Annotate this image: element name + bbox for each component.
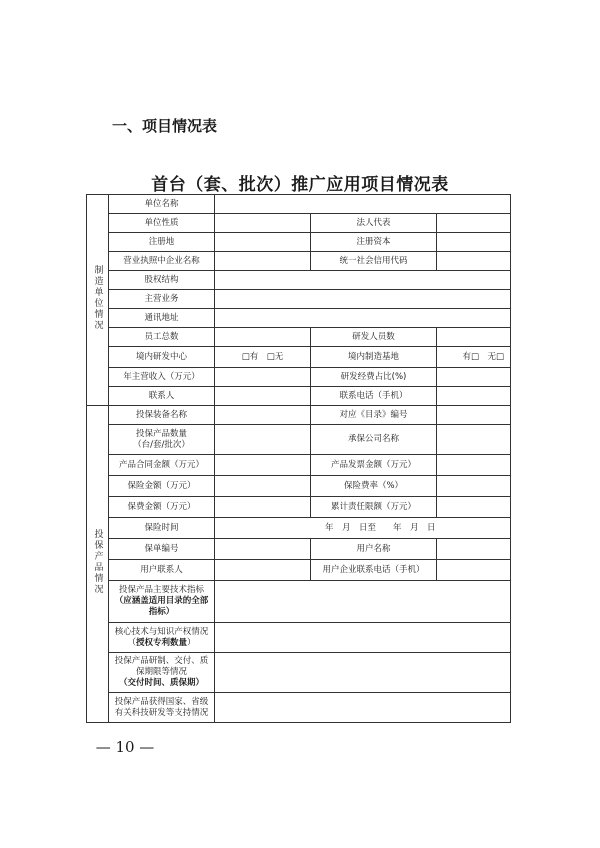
value-insured-quantity[interactable]	[215, 425, 311, 455]
value-main-business[interactable]	[215, 290, 511, 309]
table-row	[87, 623, 511, 653]
value-policy-number[interactable]	[215, 539, 311, 560]
table-row	[87, 368, 511, 387]
value-mailing-address[interactable]	[215, 309, 511, 328]
label-support: 投保产品获得国家、省级有关科技研发等支持情况	[109, 693, 215, 723]
value-legal-rep[interactable]	[437, 214, 511, 233]
checkbox-domestic-mfg-base[interactable]: 有□ 无□	[437, 347, 511, 368]
label-ip-part2: 授权专利数量	[135, 637, 187, 648]
label-insurance-period: 保险时间	[109, 518, 215, 539]
product-group-label	[87, 406, 109, 723]
label-insured-quantity	[109, 425, 215, 455]
value-catalog-number[interactable]	[437, 406, 511, 425]
label-credit-code: 统一社会信用代码	[311, 252, 437, 271]
label-insurer-name: 承保公司名称	[311, 425, 437, 455]
manufacturer-group-label	[87, 195, 109, 406]
value-business-license-name[interactable]	[215, 252, 311, 271]
value-insured-amount[interactable]	[215, 476, 311, 497]
label-invoice-amount: 产品发票金额（万元）	[311, 455, 437, 476]
table-row	[87, 309, 511, 328]
label-premium-amount: 保费金额（万元）	[109, 497, 215, 518]
label-dev	[109, 653, 215, 693]
label-user-phone: 用户企业联系电话（手机）	[311, 560, 437, 581]
value-insurance-period[interactable]: 年 月 日至 年 月 日	[215, 518, 511, 539]
value-rd-staff[interactable]	[437, 328, 511, 347]
label-annual-revenue: 年主营收入（万元）	[109, 368, 215, 387]
value-contact-phone[interactable]	[437, 387, 511, 406]
value-reg-address[interactable]	[215, 233, 311, 252]
project-info-table	[86, 194, 511, 723]
form-title: 首台（套、批次）推广应用项目情况表	[151, 175, 449, 195]
value-reg-capital[interactable]	[437, 233, 511, 252]
value-annual-revenue[interactable]	[215, 368, 311, 387]
table-row	[87, 328, 511, 347]
table-row	[87, 406, 511, 425]
value-unit-nature[interactable]	[215, 214, 311, 233]
table-row	[87, 195, 511, 214]
label-total-staff: 员工总数	[109, 328, 215, 347]
label-tech-index	[109, 581, 215, 623]
checkbox-domestic-rd-center[interactable]: □有 □无	[215, 347, 311, 368]
label-reg-capital: 注册资本	[311, 233, 437, 252]
label-mailing-address: 通讯地址	[109, 309, 215, 328]
value-credit-code[interactable]	[437, 252, 511, 271]
label-ip-part3: ）	[187, 637, 196, 648]
value-premium-rate[interactable]	[437, 476, 511, 497]
label-legal-rep: 法人代表	[311, 214, 437, 233]
label-liability-limit: 累计责任限额（万元）	[311, 497, 437, 518]
label-policy-number: 保单编号	[109, 539, 215, 560]
value-premium-amount[interactable]	[215, 497, 311, 518]
value-tech-index[interactable]	[215, 581, 511, 623]
label-unit-name: 单位名称	[109, 195, 215, 214]
label-rd-ratio: 研发经费占比(%)	[311, 368, 437, 387]
label-ip	[109, 623, 215, 653]
label-domestic-mfg-base: 境内制造基地	[311, 347, 437, 368]
manufacturer-group-text: 制造单位情况	[92, 265, 103, 331]
label-insured-quantity-line1: 投保产品数量	[135, 428, 187, 439]
table-row	[87, 560, 511, 581]
label-domestic-rd-center: 境内研发中心	[109, 347, 215, 368]
table-row	[87, 214, 511, 233]
label-business-license-name: 营业执照中企业名称	[109, 252, 215, 271]
label-insured-amount: 保险金额（万元）	[109, 476, 215, 497]
table-row	[87, 347, 511, 368]
table-row	[87, 425, 511, 455]
value-unit-name[interactable]	[215, 195, 511, 214]
table-row	[87, 387, 511, 406]
label-user-contact: 用户联系人	[109, 560, 215, 581]
label-dev-line2: （交付时间、质保期）	[118, 678, 204, 688]
label-contract-amount: 产品合同金额（万元）	[109, 455, 215, 476]
table-row	[87, 290, 511, 309]
label-rd-staff: 研发人员数	[311, 328, 437, 347]
section-heading: 一、项目情况表	[112, 117, 218, 135]
page-number: — 10 —	[95, 738, 155, 756]
product-group-text: 投保产品情况	[92, 529, 103, 595]
value-dev[interactable]	[215, 653, 511, 693]
table-row	[87, 518, 511, 539]
value-rd-ratio[interactable]	[437, 368, 511, 387]
label-main-business: 主营业务	[109, 290, 215, 309]
table-row	[87, 271, 511, 290]
label-premium-rate: 保险费率（%）	[311, 476, 437, 497]
label-unit-nature: 单位性质	[109, 214, 215, 233]
label-user-name: 用户名称	[311, 539, 437, 560]
label-insured-equipment-name: 投保装备名称	[109, 406, 215, 425]
label-dev-line1: 投保产品研制、交付、质保期限等情况	[114, 656, 209, 677]
value-invoice-amount[interactable]	[437, 455, 511, 476]
table-row	[87, 497, 511, 518]
label-equity-structure: 股权结构	[109, 271, 215, 290]
table-row	[87, 455, 511, 476]
table-row	[87, 653, 511, 693]
table-row	[87, 476, 511, 497]
value-user-phone[interactable]	[437, 560, 511, 581]
value-equity-structure[interactable]	[215, 271, 511, 290]
value-ip[interactable]	[215, 623, 511, 653]
value-liability-limit[interactable]	[437, 497, 511, 518]
value-insured-equipment-name[interactable]	[215, 406, 311, 425]
value-contract-amount[interactable]	[215, 455, 311, 476]
label-ip-part1: 核心技术与知识产权情况（	[114, 626, 209, 648]
value-user-name[interactable]	[437, 539, 511, 560]
value-contact[interactable]	[215, 387, 311, 406]
table-row	[87, 233, 511, 252]
label-contact-phone: 联系电话（手机）	[311, 387, 437, 406]
label-tech-index-line1: 投保产品主要技术指标	[118, 585, 204, 595]
label-tech-index-line2: （应涵盖适用目录的全部指标）	[114, 596, 209, 617]
table-row	[87, 539, 511, 560]
label-catalog-number: 对应《目录》编号	[311, 406, 437, 425]
value-insurer-name[interactable]	[437, 425, 511, 455]
value-total-staff[interactable]	[215, 328, 311, 347]
label-reg-address: 注册地	[109, 233, 215, 252]
value-user-contact[interactable]	[215, 560, 311, 581]
table-row	[87, 693, 511, 723]
table-row	[87, 252, 511, 271]
label-contact: 联系人	[109, 387, 215, 406]
value-support[interactable]	[215, 693, 511, 723]
table-row	[87, 581, 511, 623]
label-insured-quantity-line2: （台/套/批次）	[133, 439, 190, 450]
